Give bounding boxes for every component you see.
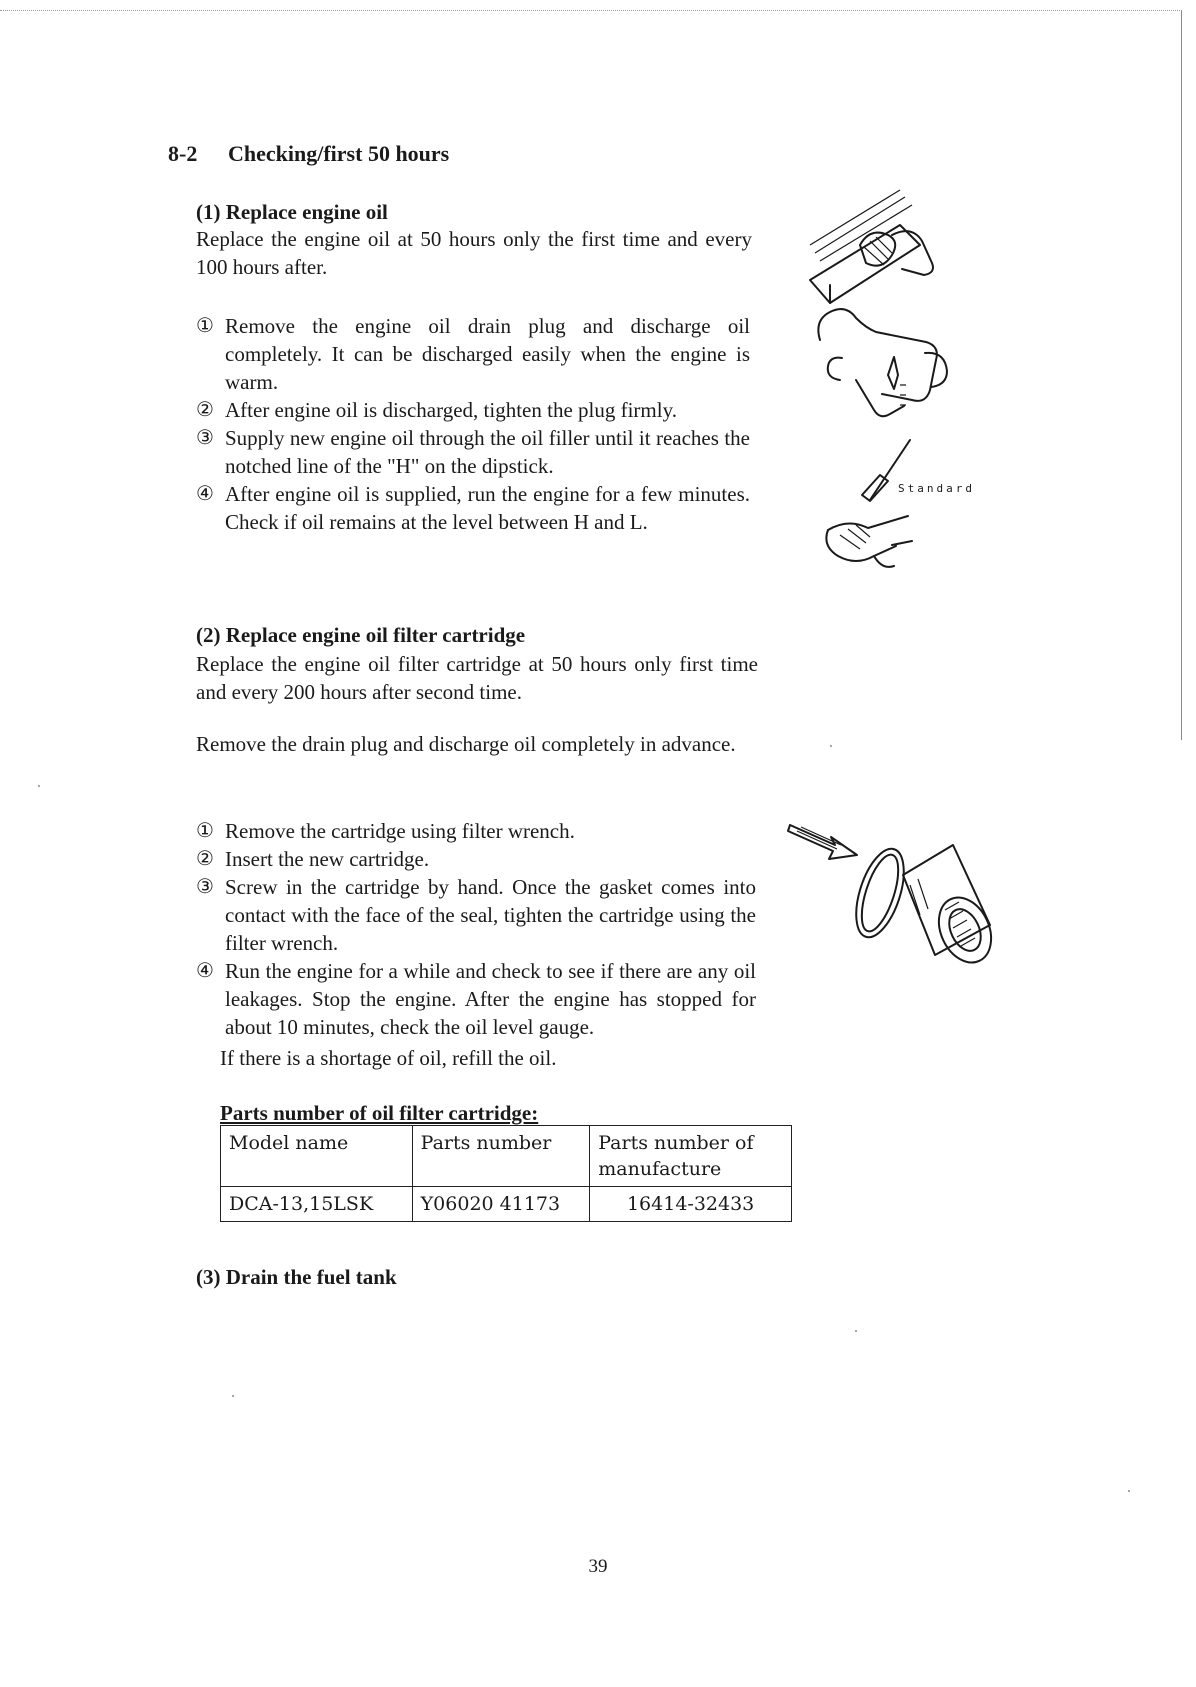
arrow-icon [788, 825, 857, 859]
parts-table [220, 1125, 792, 1222]
header-parts-number: Parts number [412, 1126, 590, 1187]
step-mark: ③ [196, 427, 214, 449]
fuel-heading: (3) Drain the fuel tank [196, 1265, 397, 1289]
step-mark: ④ [196, 960, 214, 982]
table-header-row [221, 1126, 792, 1187]
list-item [196, 396, 750, 424]
scan-speck [855, 1330, 857, 1332]
step-mark: ② [196, 399, 214, 421]
filter-steps [196, 817, 756, 1041]
step-mark: ① [196, 315, 214, 337]
oil-intro: Replace the engine oil at 50 hours only the first time and every 100 hours after. [196, 227, 752, 279]
step-text: Insert the new cartridge. [225, 847, 430, 871]
section-number: 8-2 [168, 141, 198, 166]
filter-cartridge-illustration [785, 815, 1010, 990]
filter-refill-note: If there is a shortage of oil, refill the oil. [220, 1046, 557, 1070]
step-text: Remove the engine oil drain plug and discharge oil completely. It can be discharged easily when the engine is warm. [225, 314, 750, 394]
step-mark: ③ [196, 876, 214, 898]
scan-speck [232, 1395, 234, 1397]
cell-manufacture-number: 16414-32433 [590, 1187, 792, 1222]
list-item [196, 424, 750, 480]
right-border [1181, 10, 1182, 740]
oil-heading: (1) Replace engine oil [196, 200, 388, 224]
step-text: After engine oil is supplied, run the engine for a few minutes. Check if oil remains at the level between H and L. [225, 482, 750, 534]
filter-cartridge-drawing [903, 845, 1001, 971]
step-mark: ④ [196, 483, 214, 505]
step-text: After engine oil is discharged, tighten the plug firmly. [225, 398, 677, 422]
filter-heading: (2) Replace engine oil filter cartridge [196, 623, 526, 647]
top-border [0, 10, 1180, 11]
list-item [196, 873, 756, 957]
step-text: Supply new engine oil through the oil filler until it reaches the notched line of the "H" on the dipstick. [225, 426, 750, 478]
list-item [196, 845, 756, 873]
scan-speck [830, 745, 832, 747]
gasket-ring-drawing [847, 843, 913, 943]
oil-jug-drawing [818, 309, 947, 416]
list-item [196, 817, 756, 845]
cell-model-name: DCA-13,15LSK [221, 1187, 413, 1222]
list-item [196, 480, 750, 536]
step-text: Run the engine for a while and check to see if there are any oil leakages. Stop the engine. After the engine has stopped for about 10 minutes, check the oil level gauge. [225, 959, 756, 1039]
step-mark: ① [196, 820, 214, 842]
step-text: Screw in the cartridge by hand. Once the gasket comes into contact with the face of the seal, tighten the cartridge using the filter wrench. [225, 875, 756, 955]
filter-intro: Replace the engine oil filter cartridge at 50 hours only first time and every 200 hours after second time. [196, 652, 758, 704]
section-title: Checking/first 50 hours [228, 141, 450, 166]
scan-speck [1128, 1490, 1130, 1492]
dipstick-drawing [862, 440, 975, 501]
step-text: Remove the cartridge using filter wrench. [225, 819, 575, 843]
header-manufacture-number: Parts number of manufacture [590, 1126, 792, 1187]
table-row [221, 1187, 792, 1222]
step-mark: ② [196, 848, 214, 870]
list-item [196, 957, 756, 1041]
parts-table-title: Parts number of oil filter cartridge: [220, 1101, 539, 1125]
header-model-name: Model name [221, 1126, 413, 1187]
filter-advance-note: Remove the drain plug and discharge oil completely in advance. [196, 732, 736, 756]
page-number: 39 [588, 1556, 608, 1577]
oil-change-illustration [800, 185, 990, 615]
drain-plug-drawing [810, 190, 933, 303]
cell-parts-number: Y06020 41173 [412, 1187, 590, 1222]
list-item [196, 312, 750, 396]
dipstick-label: Standard [898, 482, 975, 495]
section-heading [168, 141, 449, 167]
oil-steps [196, 312, 750, 536]
scan-speck [38, 785, 40, 787]
hand-dipstick-drawing [826, 516, 912, 567]
